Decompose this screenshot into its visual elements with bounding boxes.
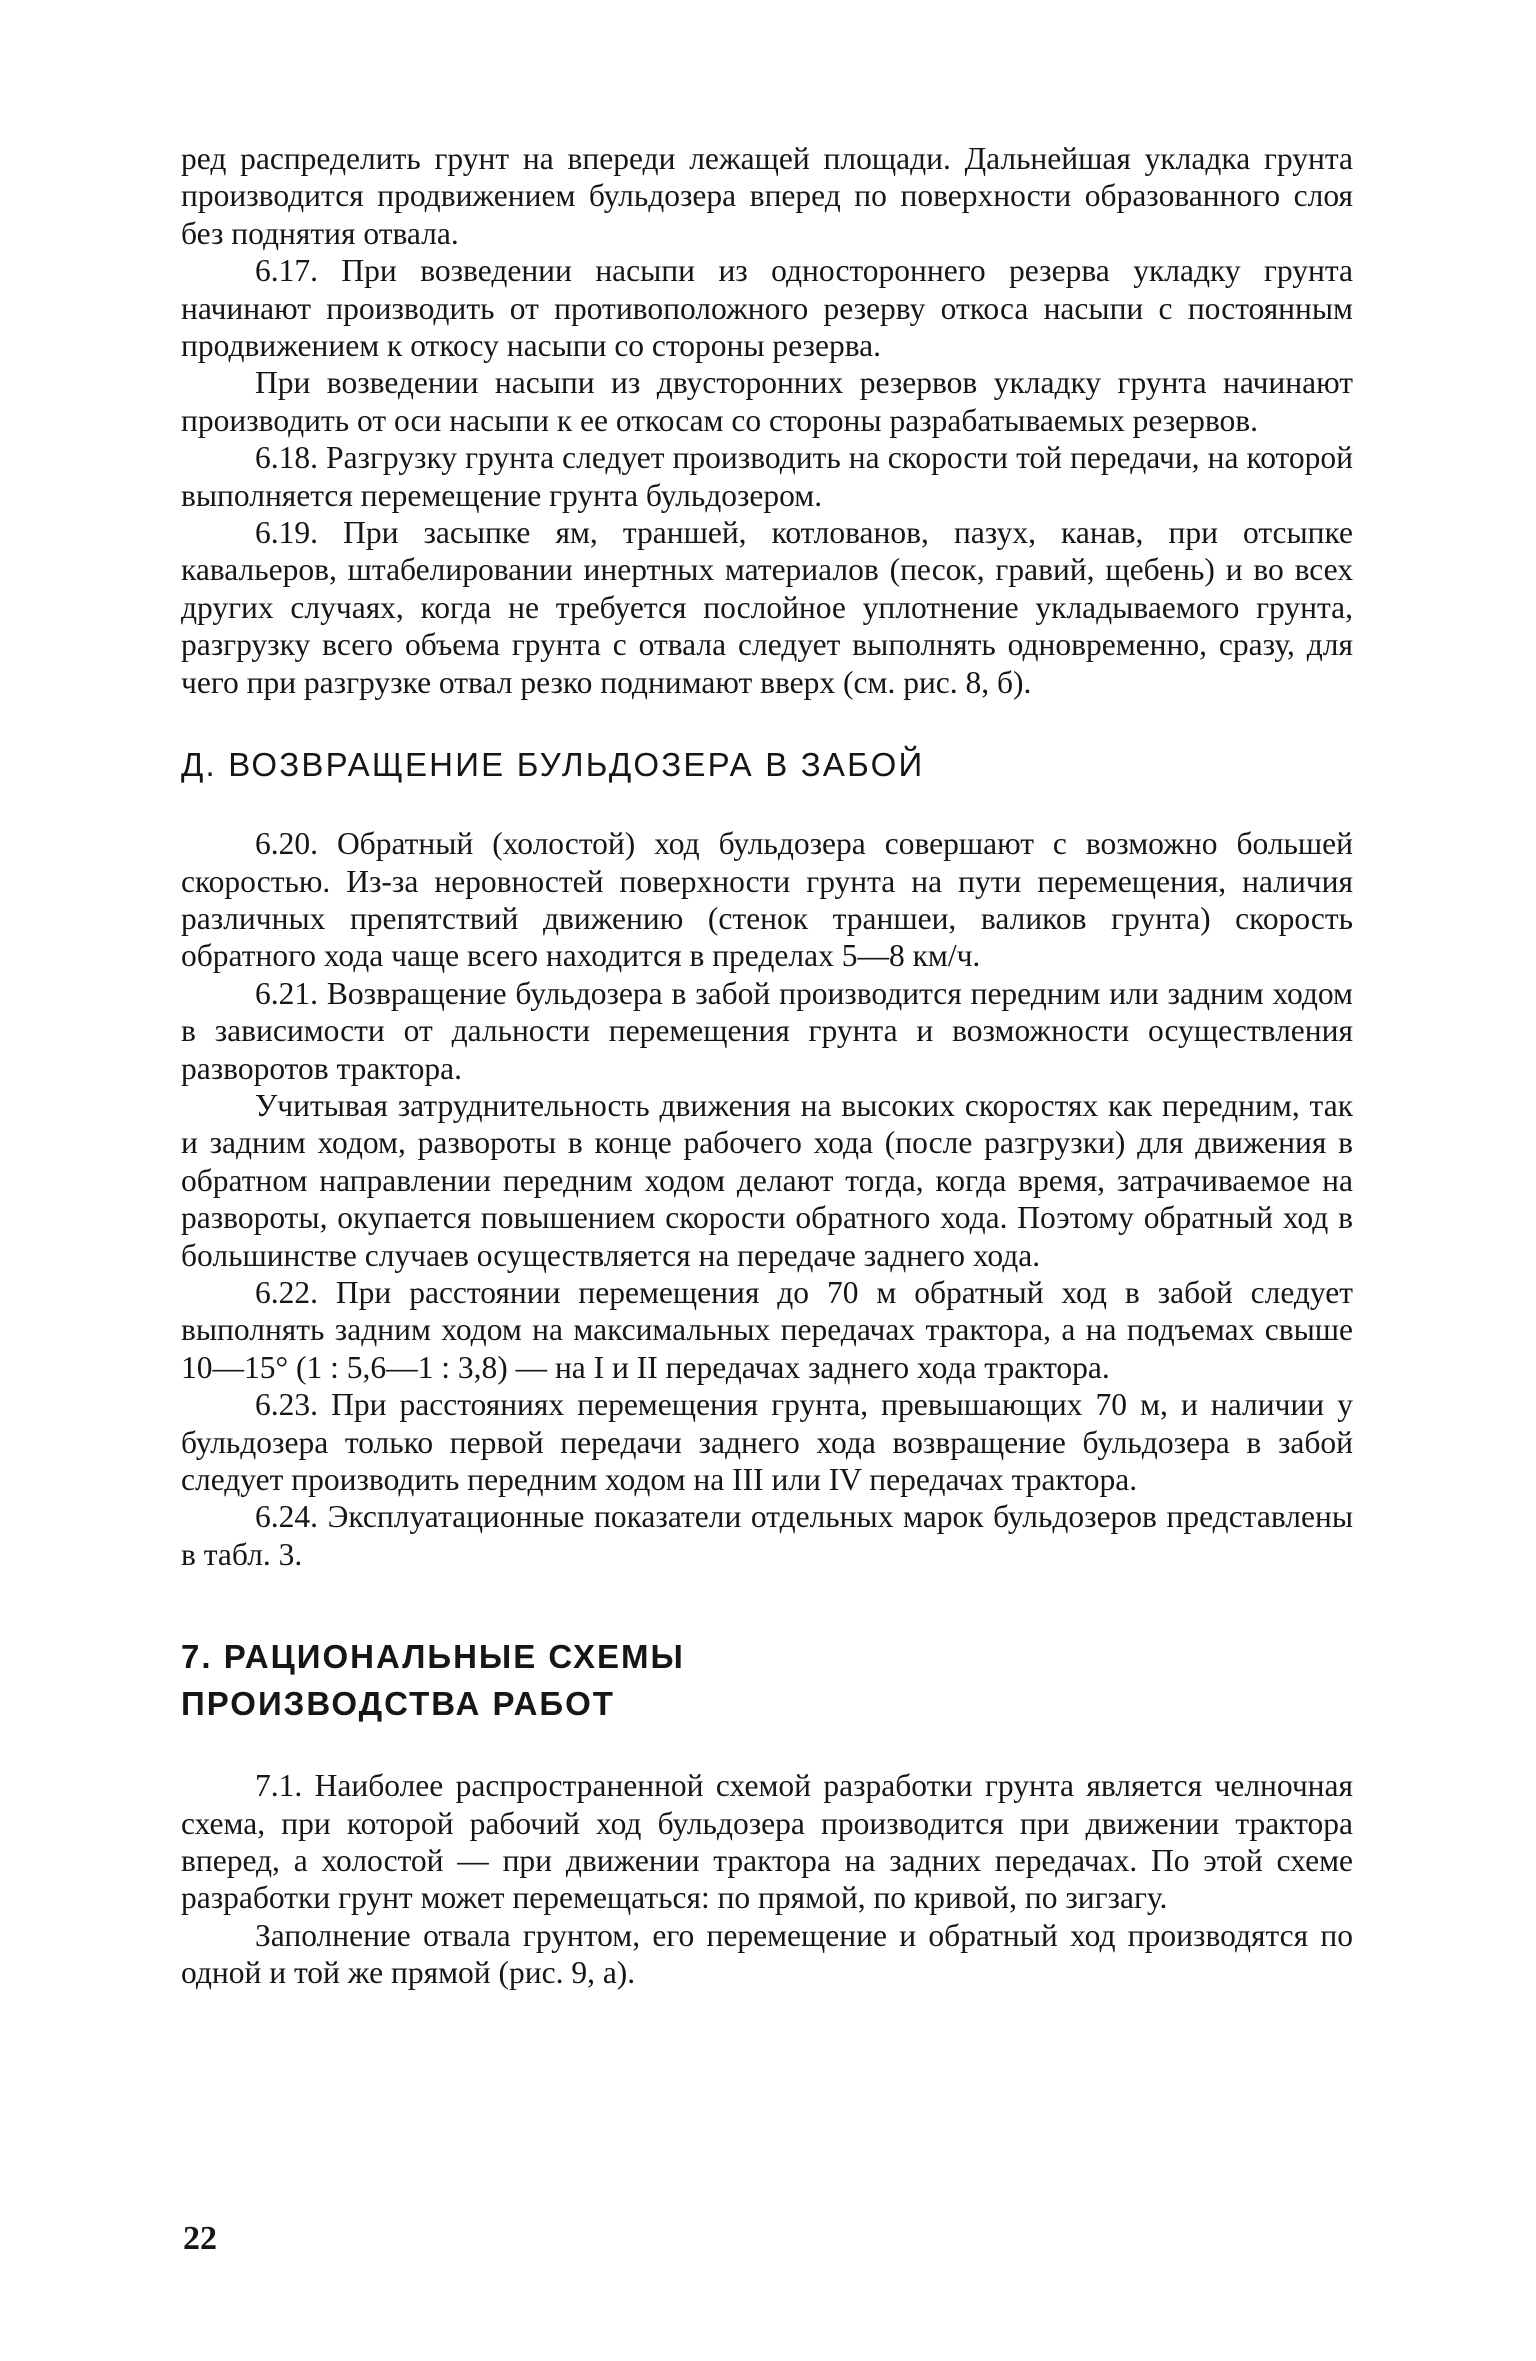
chapter-title-line-2: ПРОИЗВОДСТВА РАБОТ — [181, 1685, 615, 1723]
paragraph-6-22: 6.22. При расстоянии перемещения до 70 м обратный ход в забой следует выполнять задним ходом на максимальных передачах трактора, а на подъемах свыше 10—15° (1 : 5,6—1 : 3,8) — на I и II передачах заднего хода трактора. — [181, 1274, 1353, 1385]
paragraph-6-23: 6.23. При расстояниях перемещения грунта, превышающих 70 м, и наличии у бульдозера только первой передачи заднего хода возвращение бульдозера в забой следует производить передним ходом на III или IV передачах трактора. — [181, 1387, 1353, 1497]
page-body — [181, 140, 1353, 1992]
paragraph-6-17-two-sided: При возведении насыпи из двусторонних резервов укладку грунта начинают производить от оси насыпи к ее откосам со стороны разрабатываемых резервов. — [181, 365, 1353, 438]
section-heading-d: Д. ВОЗВРАЩЕНИЕ БУЛЬДОЗЕРА В ЗАБОЙ — [181, 746, 925, 784]
paragraph-6-21: 6.21. Возвращение бульдозера в забой производится передним или задним ходом в зависимости от дальности перемещения грунта и возможности осуществления разворотов трактора. — [181, 975, 1353, 1086]
paragraph-6-21-turns: Учитывая затруднительность движения на высоких скоростях как передним, так и задним ходом, развороты в конце рабочего хода (после разгрузки) для движения в обратном направлении передним ходом делают тогда, когда время, затрачиваемое на развороты, окупается повышением скорости обратного хода. Поэтому обратный ход в большинстве случаев осуществляется на передаче заднего хода. — [181, 1087, 1353, 1273]
page-number: 22 — [183, 2220, 217, 2257]
paragraph-continuation: ред распределить грунт на впереди лежащей площади. Дальнейшая укладка грунта производится продвижением бульдозера вперед по поверхности образованного слоя без поднятия отвала. — [181, 141, 1353, 251]
paragraph-6-20: 6.20. Обратный (холостой) ход бульдозера совершают с возможно большей скоростью. Из-за неровностей поверхности грунта на пути перемещения, наличия различных препятствий движению (стенок траншеи, валиков грунта) скорость обратного хода чаще всего находится в пределах 5—8 км/ч. — [181, 826, 1353, 974]
paragraph-7-1-straight: Заполнение отвала грунтом, его перемещение и обратный ход производятся по одной и той же прямой (рис. 9, а). — [181, 1917, 1353, 1991]
chapter-title-line-1: 7. РАЦИОНАЛЬНЫЕ СХЕМЫ — [181, 1638, 685, 1676]
paragraph-6-19: 6.19. При засыпке ям, траншей, котлованов, пазух, канав, при отсыпке кавальеров, штабелировании инертных материалов (песок, гравий, щебень) и во всех других случаях, когда не требуется послойное уплотнение укладываемого грунта, разгрузку всего объема грунта с отвала следует выполнять одновременно, сразу, для чего при разгрузке отвал резко поднимают вверх (см. рис. 8, б). — [181, 515, 1353, 700]
paragraph-7-1: 7.1. Наиболее распространенной схемой разработки грунта является челночная схема, при которой рабочий ход бульдозера производится при движении трактора вперед, а холостой — при движении трактора на задних передачах. По этой схеме разработки грунт может перемещаться: по прямой, по кривой, по зигзагу. — [181, 1768, 1353, 1916]
paragraph-6-24: 6.24. Эксплуатационные показатели отдельных марок бульдозеров представлены в табл. 3. — [181, 1499, 1353, 1572]
paragraph-6-18: 6.18. Разгрузку грунта следует производить на скорости той передачи, на которой выполняется перемещение грунта бульдозером. — [181, 440, 1353, 513]
chapter-heading-7 — [181, 1633, 1353, 1727]
paragraph-6-17: 6.17. При возведении насыпи из одностороннего резерва укладку грунта начинают производить от противоположного резерву откоса насыпи с постоянным продвижением к откосу насыпи со стороны резерва. — [181, 253, 1353, 364]
